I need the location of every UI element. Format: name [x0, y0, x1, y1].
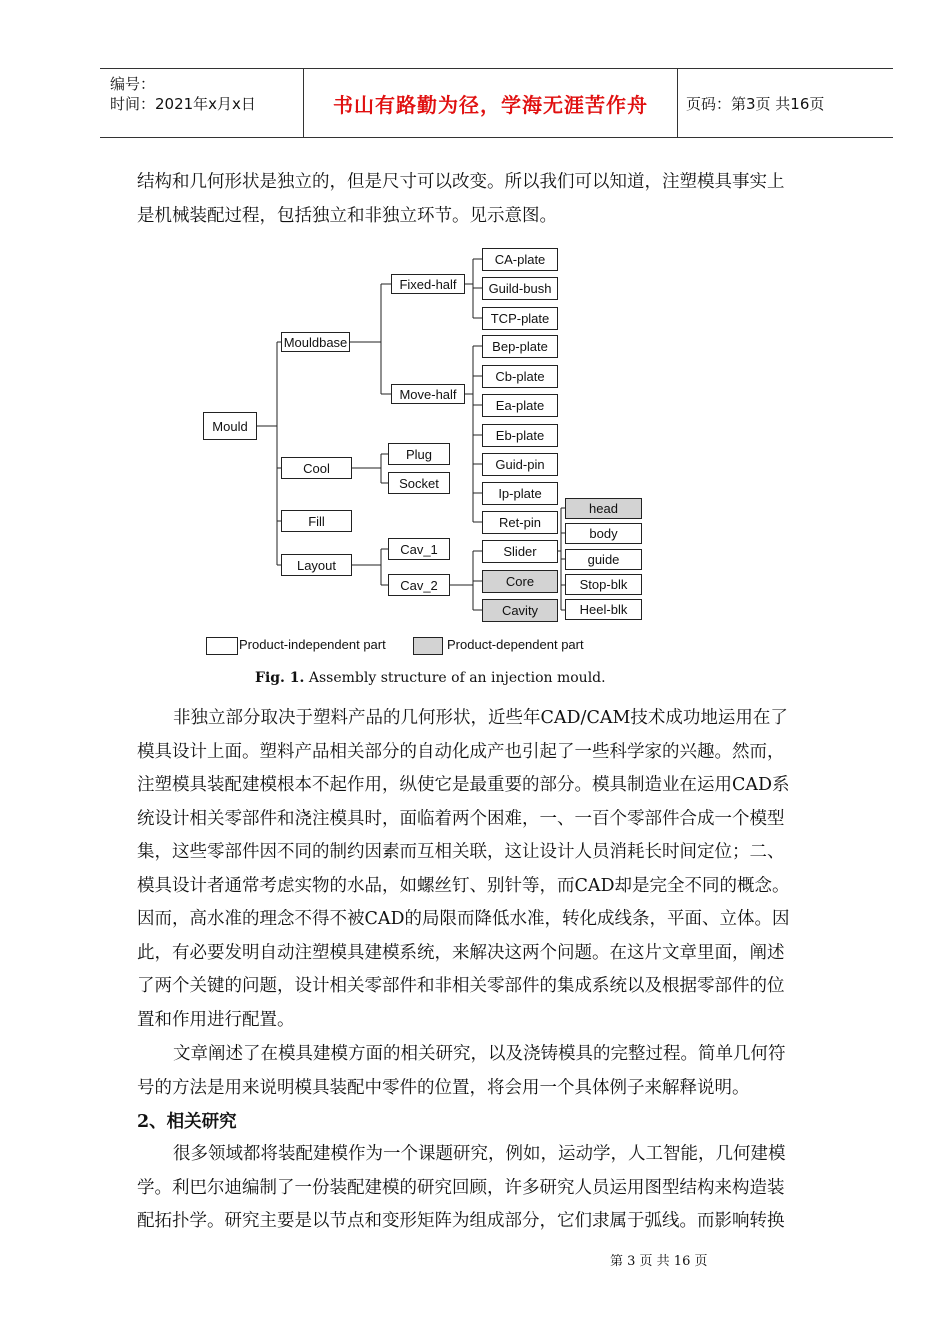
text-line: 结构和几何形状是独立的，但是尺寸可以改变。所以我们可以知道，注塑模具事实上 — [137, 172, 785, 192]
page-footer: 第 3 页 共 16 页 — [610, 1254, 708, 1269]
node-cb-plate: Cb-plate — [482, 365, 558, 388]
text-line: 了两个关键的问题，设计相关零部件和非相关零部件的集成系统以及根据零部件的位 — [137, 976, 785, 996]
figure-caption — [255, 670, 606, 686]
node-move-half: Move-half — [391, 384, 465, 404]
node-cav-1: Cav_1 — [388, 538, 450, 560]
node-slider: Slider — [482, 540, 558, 563]
assembly-structure-figure — [195, 240, 655, 690]
page-header — [100, 68, 893, 138]
node-cav-2: Cav_2 — [388, 574, 450, 596]
text-line: 集，这些零部件因不同的制约因素而互相关联，这让设计人员消耗长时间定位；二、 — [137, 842, 785, 862]
text-line: 配拓扑学。研究主要是以节点和变形矩阵为组成部分，它们隶属于弧线。而影响转换 — [137, 1211, 785, 1231]
header-info-cell — [100, 69, 304, 137]
node-bep-plate: Bep-plate — [482, 335, 558, 358]
section-heading: 2、相关研究 — [137, 1112, 237, 1132]
paragraph-1 — [137, 702, 861, 1037]
text-line: 非独立部分取决于塑料产品的几何形状，近些年CAD/CAM技术成功地运用在了 — [173, 708, 788, 728]
node-ca-plate: CA-plate — [482, 248, 558, 271]
text-line: 是机械装配过程，包括独立和非独立环节。见示意图。 — [137, 205, 557, 226]
node-fill: Fill — [281, 510, 352, 532]
node-ea-plate: Ea-plate — [482, 394, 558, 417]
caption-text: Assembly structure of an injection mould. — [304, 670, 606, 686]
text-line: 统设计相关零部件和浇注模具时，面临着两个困难，一、一百个零部件合成一个模型 — [137, 808, 785, 829]
node-guid-pin: Guid-pin — [482, 453, 558, 476]
node-layout: Layout — [281, 554, 352, 576]
page-info: 页码：第3页 共16页 — [686, 94, 825, 113]
node-fixed-half: Fixed-half — [391, 274, 465, 294]
text-line: 置和作用进行配置。 — [137, 1009, 295, 1030]
text-line: 号的方法是用来说明模具装配中零件的位置，将会用一个具体例子来解释说明。 — [137, 1077, 750, 1098]
caption-prefix: Fig. 1. — [255, 670, 305, 686]
legend-independent-swatch — [206, 637, 238, 655]
text-line: 模具设计上面。塑料产品相关部分的自动化成产也引起了一些科学家的兴趣。然而， — [137, 741, 785, 762]
header-page-cell — [678, 69, 893, 137]
node-head: head — [565, 498, 642, 519]
paragraph-3 — [137, 1138, 861, 1239]
figure-connectors — [195, 240, 655, 690]
motto-text: 书山有路勤为径，学海无涯苦作舟 — [333, 92, 648, 117]
legend-dependent-label: Product-dependent part — [447, 637, 584, 652]
paragraph-2 — [137, 1038, 861, 1105]
intro-paragraph — [137, 166, 861, 233]
text-line: 文章阐述了在模具建模方面的相关研究，以及浇铸模具的完整过程。简单几何符 — [173, 1044, 786, 1064]
node-cool: Cool — [281, 457, 352, 479]
node-body: body — [565, 523, 642, 544]
time-label: 时间：2021年x月x日 — [110, 95, 256, 113]
node-plug: Plug — [388, 443, 450, 465]
node-ret-pin: Ret-pin — [482, 511, 558, 534]
node-guide: guide — [565, 549, 642, 570]
node-eb-plate: Eb-plate — [482, 424, 558, 447]
node-core: Core — [482, 570, 558, 593]
node-stop-blk: Stop-blk — [565, 574, 642, 595]
serial-label: 编号： — [110, 75, 156, 93]
node-tcp-plate: TCP-plate — [482, 307, 558, 330]
node-mouldbase: Mouldbase — [281, 332, 350, 352]
header-motto-cell — [304, 69, 678, 137]
node-heel-blk: Heel-blk — [565, 599, 642, 620]
legend-independent-label: Product-independent part — [239, 637, 386, 652]
text-line: 学。利巴尔迪编制了一份装配建模的研究回顾，许多研究人员运用图型结构来构造装 — [137, 1177, 785, 1198]
node-mould: Mould — [203, 412, 257, 440]
text-line: 此，有必要发明自动注塑模具建模系统，来解决这两个问题。在这片文章里面，阐述 — [137, 942, 785, 963]
node-socket: Socket — [388, 472, 450, 494]
text-line: 注塑模具装配建模根本不起作用，纵使它是最重要的部分。模具制造业在运用CAD系 — [137, 775, 790, 795]
text-line: 因而，高水准的理念不得不被CAD的局限而降低水准，转化成线条，平面、立体。因 — [137, 909, 790, 929]
node-guild-bush: Guild-bush — [482, 277, 558, 300]
text-line: 很多领域都将装配建模作为一个课题研究，例如，运动学，人工智能，几何建模 — [173, 1144, 786, 1164]
legend-dependent-swatch — [413, 637, 443, 655]
node-cavity: Cavity — [482, 599, 558, 622]
text-line: 模具设计者通常考虑实物的水品，如螺丝钉、别针等，而CAD却是完全不同的概念。 — [137, 875, 790, 896]
node-ip-plate: Ip-plate — [482, 482, 558, 505]
